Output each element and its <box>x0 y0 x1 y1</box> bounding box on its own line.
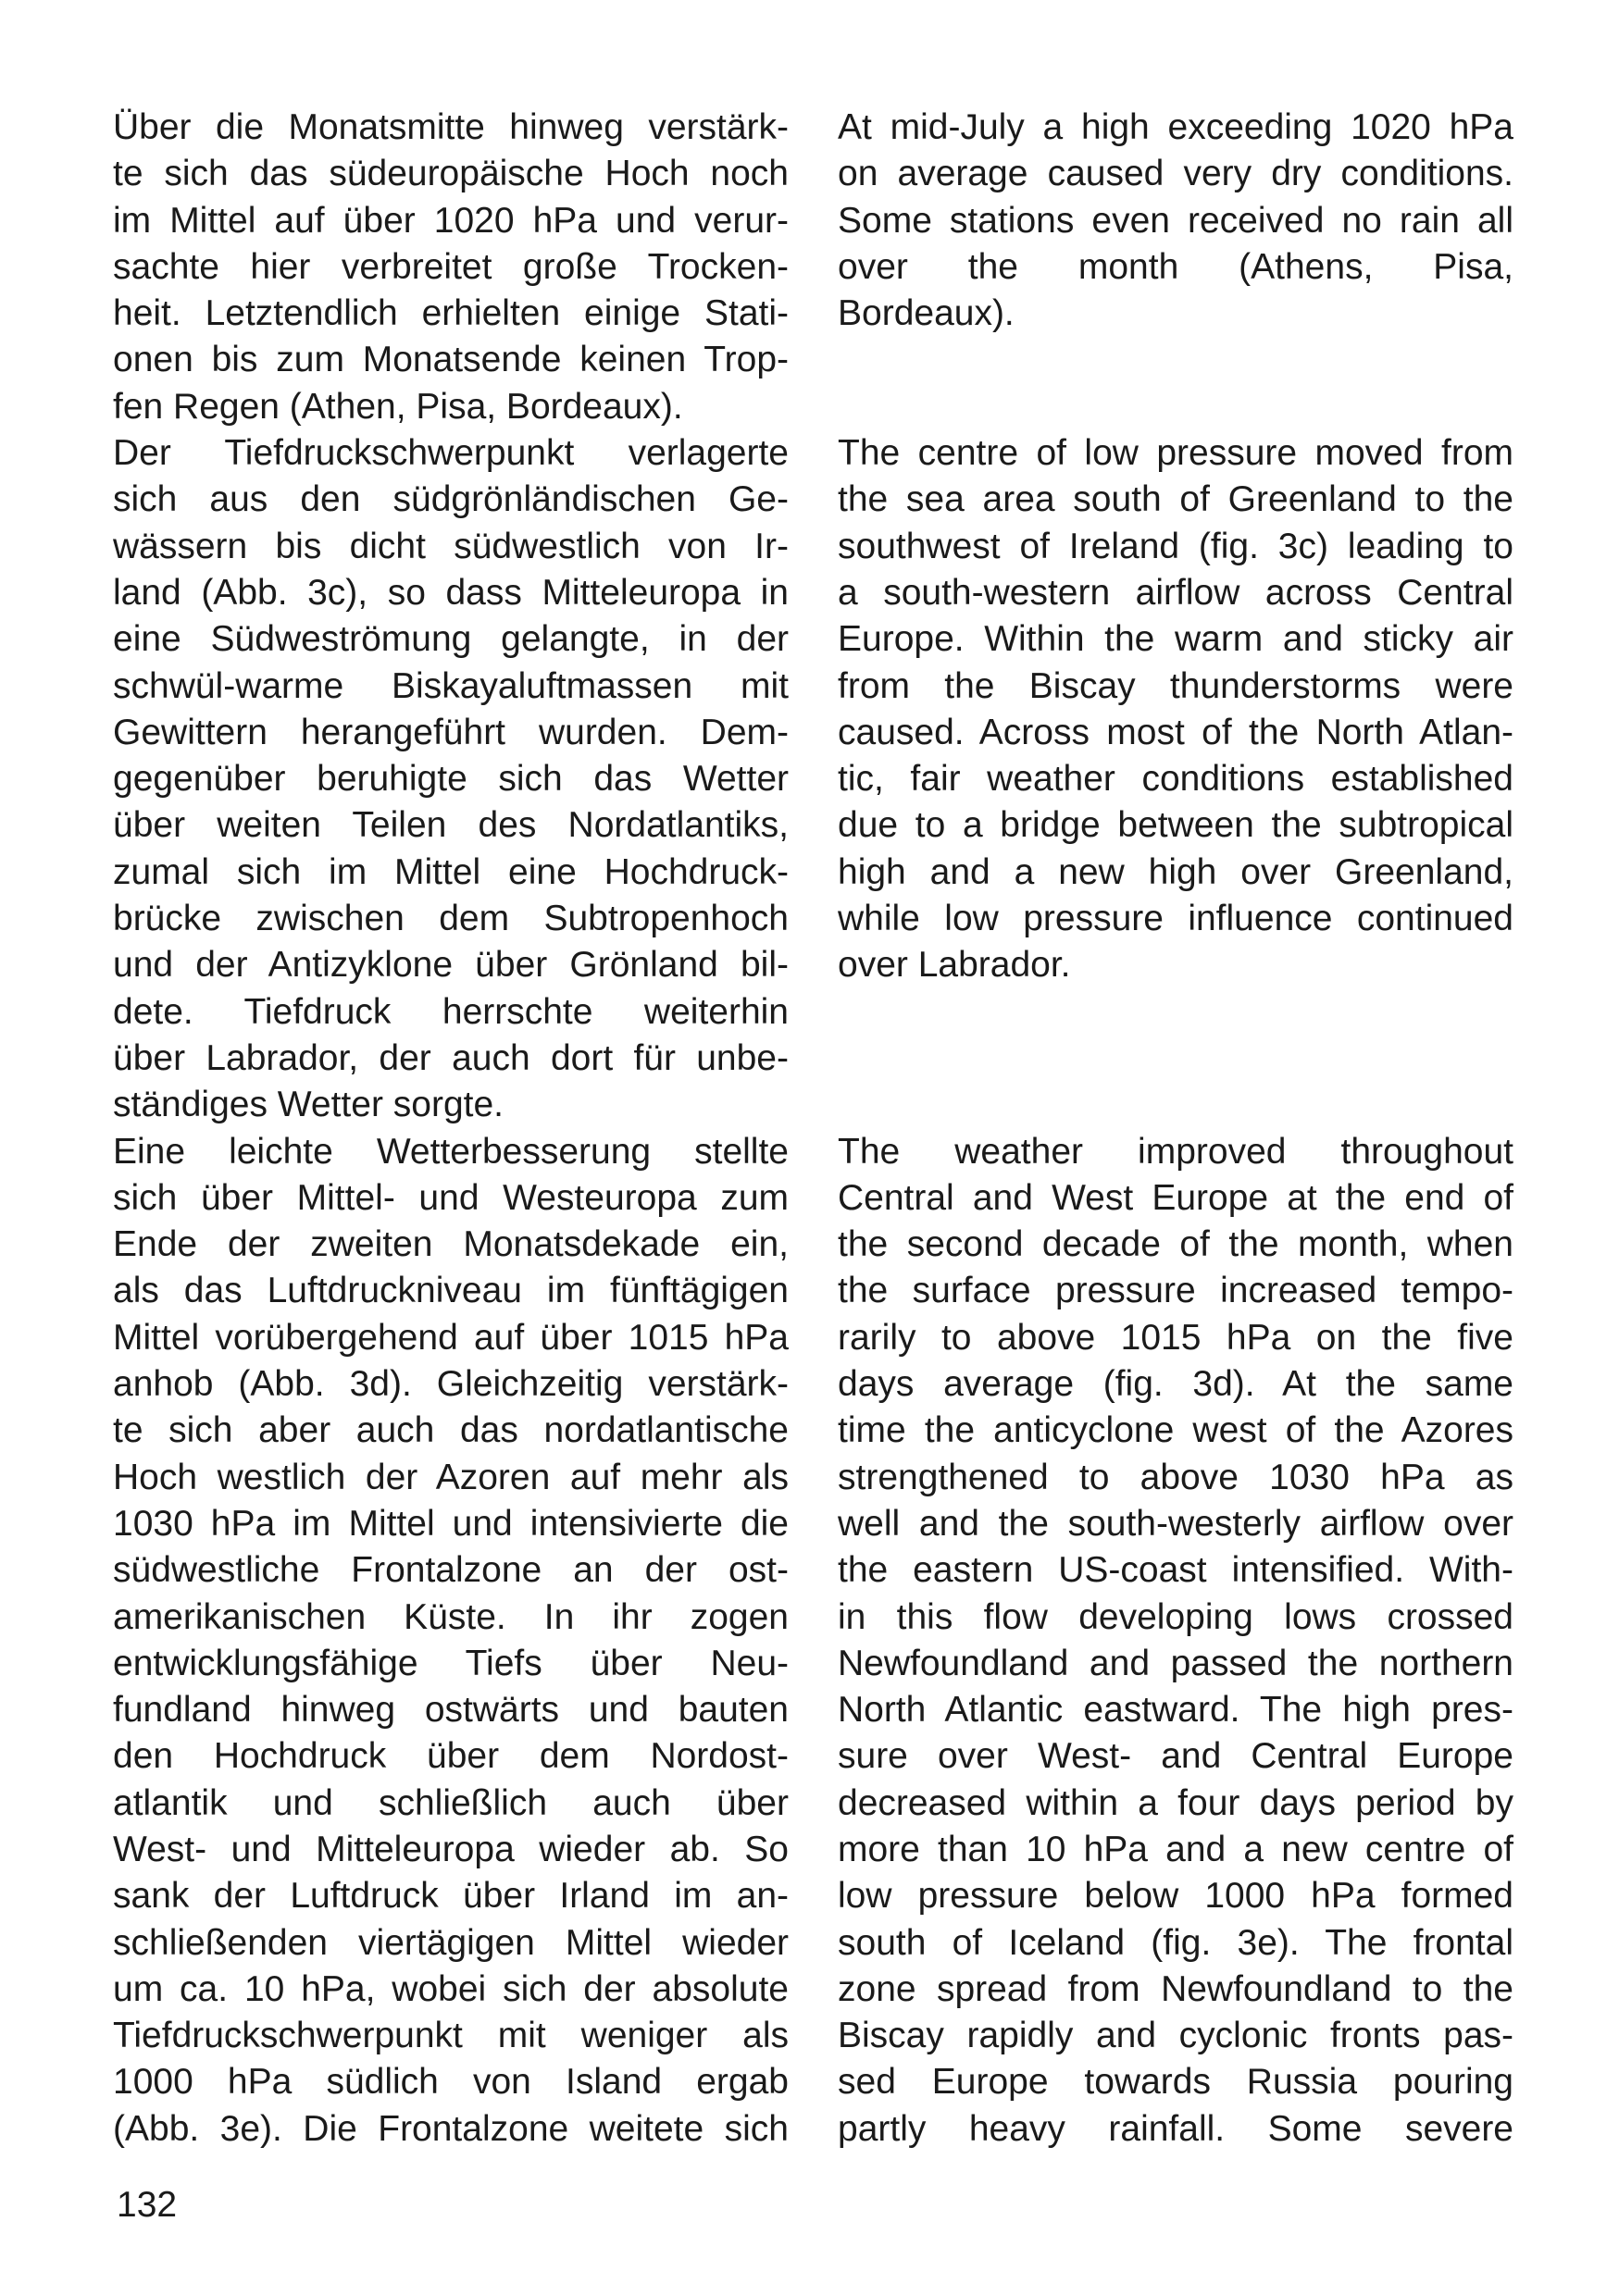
text-line: due to a bridge between the subtropical <box>838 805 1513 846</box>
text-line: Tiefdruckschwerpunkt mit weniger als <box>113 2016 789 2056</box>
text-line: schwül-warme Biskayaluftmassen mit <box>113 665 789 706</box>
text-line: schließenden viertägigen Mittel wieder <box>113 1922 789 1963</box>
text-line: südwestliche Frontalzone an der ost- <box>113 1550 789 1591</box>
text-line: from the Biscay thunderstorms were <box>838 665 1513 706</box>
text-line: sich aus den südgrönländischen Ge- <box>113 479 789 520</box>
text-line: (Abb. 3e). Die Frontalzone weitete sich <box>113 2108 789 2149</box>
text-line: Ende der zweiten Monatsdekade ein, <box>113 1224 789 1265</box>
text-line: wässern bis dicht südwestlich von Ir- <box>113 526 789 566</box>
text-line: sank der Luftdruck über Irland im an- <box>113 1876 789 1917</box>
paragraph-gap <box>838 337 1513 430</box>
text-line: dete. Tiefdruck herrschte weiterhin <box>113 991 789 1032</box>
english-paragraph-2 <box>838 430 1513 989</box>
text-line: Biscay rapidly and cyclonic fronts pas- <box>838 2016 1513 2056</box>
text-line: Europe. Within the warm and sticky air <box>838 619 1513 660</box>
text-line: 1000 hPa südlich von Island ergab <box>113 2062 789 2103</box>
text-line: Hoch westlich der Azoren auf mehr als <box>113 1457 789 1497</box>
text-line: on average caused very dry conditions. <box>838 154 1513 194</box>
text-line: atlantik und schließlich auch über <box>113 1782 789 1823</box>
text-line: Bordeaux). <box>838 293 1015 334</box>
text-line: eine Südweströmung gelangte, in der <box>113 619 789 660</box>
text-line: more than 10 hPa and a new centre of <box>838 1829 1513 1869</box>
text-line: partly heavy rainfall. Some severe <box>838 2108 1513 2149</box>
text-line: und der Antizyklone über Grönland bil- <box>113 945 789 986</box>
text-line: Newfoundland and passed the northern <box>838 1643 1513 1683</box>
german-column <box>113 105 789 2153</box>
text-line: At mid-July a high exceeding 1020 hPa <box>838 107 1513 147</box>
text-line: Über die Monatsmitte hinweg verstärk- <box>113 107 789 147</box>
german-paragraph-1 <box>113 105 789 430</box>
text-line: anhob (Abb. 3d). Gleichzeitig verstärk- <box>113 1364 789 1405</box>
text-line: caused. Across most of the North Atlan- <box>838 712 1513 752</box>
text-line: te sich aber auch das nordatlantische <box>113 1410 789 1451</box>
text-line: while low pressure influence continued <box>838 899 1513 939</box>
text-line: North Atlantic eastward. The high pres- <box>838 1690 1513 1731</box>
text-line: West- und Mitteleuropa wieder ab. So <box>113 1829 789 1869</box>
text-line: rarily to above 1015 hPa on the five <box>838 1317 1513 1358</box>
text-line: zone spread from Newfoundland to the <box>838 1968 1513 2009</box>
text-line: The centre of low pressure moved from <box>838 433 1513 474</box>
english-paragraph-3 <box>838 1129 1513 2153</box>
text-line: den Hochdruck über dem Nordost- <box>113 1736 789 1777</box>
text-line: Gewittern herangeführt wurden. Dem- <box>113 712 789 752</box>
text-line: a south-western airflow across Central <box>838 572 1513 613</box>
text-line: zumal sich im Mittel eine Hochdruck- <box>113 851 789 892</box>
text-line: low pressure below 1000 hPa formed <box>838 1876 1513 1917</box>
german-paragraph-3 <box>113 1129 789 2153</box>
text-line: sachte hier verbreitet große Trocken- <box>113 246 789 287</box>
text-line: land (Abb. 3c), so dass Mitteleuropa in <box>113 572 789 613</box>
text-line: the second decade of the month, when <box>838 1224 1513 1265</box>
text-line: im Mittel auf über 1020 hPa und verur- <box>113 200 789 241</box>
text-line: the sea area south of Greenland to the <box>838 479 1513 520</box>
text-line: gegenüber beruhigte sich das Wetter <box>113 759 789 800</box>
text-line: The weather improved throughout <box>838 1131 1513 1172</box>
text-line: over the month (Athens, Pisa, <box>838 246 1513 287</box>
text-line: tic, fair weather conditions established <box>838 759 1513 800</box>
text-line: Der Tiefdruckschwerpunkt verlagerte <box>113 433 789 474</box>
text-line: als das Luftdruckniveau im fünftägigen <box>113 1271 789 1311</box>
text-line: um ca. 10 hPa, wobei sich der absolute <box>113 1968 789 2009</box>
text-line: Some stations even received no rain all <box>838 200 1513 241</box>
text-line: decreased within a four days period by <box>838 1782 1513 1823</box>
text-line: te sich das südeuropäische Hoch noch <box>113 154 789 194</box>
text-line: the surface pressure increased tempo- <box>838 1271 1513 1311</box>
english-paragraph-1 <box>838 105 1513 337</box>
text-line: time the anticyclone west of the Azores <box>838 1410 1513 1451</box>
text-line: brücke zwischen dem Subtropenhoch <box>113 899 789 939</box>
text-line: southwest of Ireland (fig. 3c) leading to <box>838 526 1513 566</box>
text-line: strengthened to above 1030 hPa as <box>838 1457 1513 1497</box>
text-line: in this flow developing lows crossed <box>838 1596 1513 1637</box>
text-line: over Labrador. <box>838 945 1071 986</box>
text-line: Eine leichte Wetterbesserung stellte <box>113 1131 789 1172</box>
text-line: sure over West- and Central Europe <box>838 1736 1513 1777</box>
text-line: fundland hinweg ostwärts und bauten <box>113 1690 789 1731</box>
text-line: 1030 hPa im Mittel und intensivierte die <box>113 1503 789 1544</box>
text-line: Central and West Europe at the end of <box>838 1177 1513 1218</box>
text-line: sed Europe towards Russia pouring <box>838 2062 1513 2103</box>
text-line: amerikanischen Küste. In ihr zogen <box>113 1596 789 1637</box>
text-line: the eastern US-coast intensified. With- <box>838 1550 1513 1591</box>
german-paragraph-2 <box>113 430 789 1128</box>
text-line: onen bis zum Monatsende keinen Trop- <box>113 340 789 380</box>
paragraph-gap <box>838 989 1513 1129</box>
text-line: well and the south-westerly airflow over <box>838 1503 1513 1544</box>
text-line: heit. Letztendlich erhielten einige Stati- <box>113 293 789 334</box>
text-line: über weiten Teilen des Nordatlantiks, <box>113 805 789 846</box>
english-column <box>838 105 1513 2153</box>
text-line: south of Iceland (fig. 3e). The frontal <box>838 1922 1513 1963</box>
text-line: high and a new high over Greenland, <box>838 851 1513 892</box>
text-line: days average (fig. 3d). At the same <box>838 1364 1513 1405</box>
page-number: 132 <box>117 2185 178 2225</box>
text-line: entwicklungsfähige Tiefs über Neu- <box>113 1643 789 1683</box>
text-line: sich über Mittel- und Westeuropa zum <box>113 1177 789 1218</box>
text-line: ständiges Wetter sorgte. <box>113 1085 504 1125</box>
text-line: über Labrador, der auch dort für unbe- <box>113 1037 789 1078</box>
text-line: fen Regen (Athen, Pisa, Bordeaux). <box>113 386 683 427</box>
text-line: Mittel vorübergehend auf über 1015 hPa <box>113 1317 789 1358</box>
